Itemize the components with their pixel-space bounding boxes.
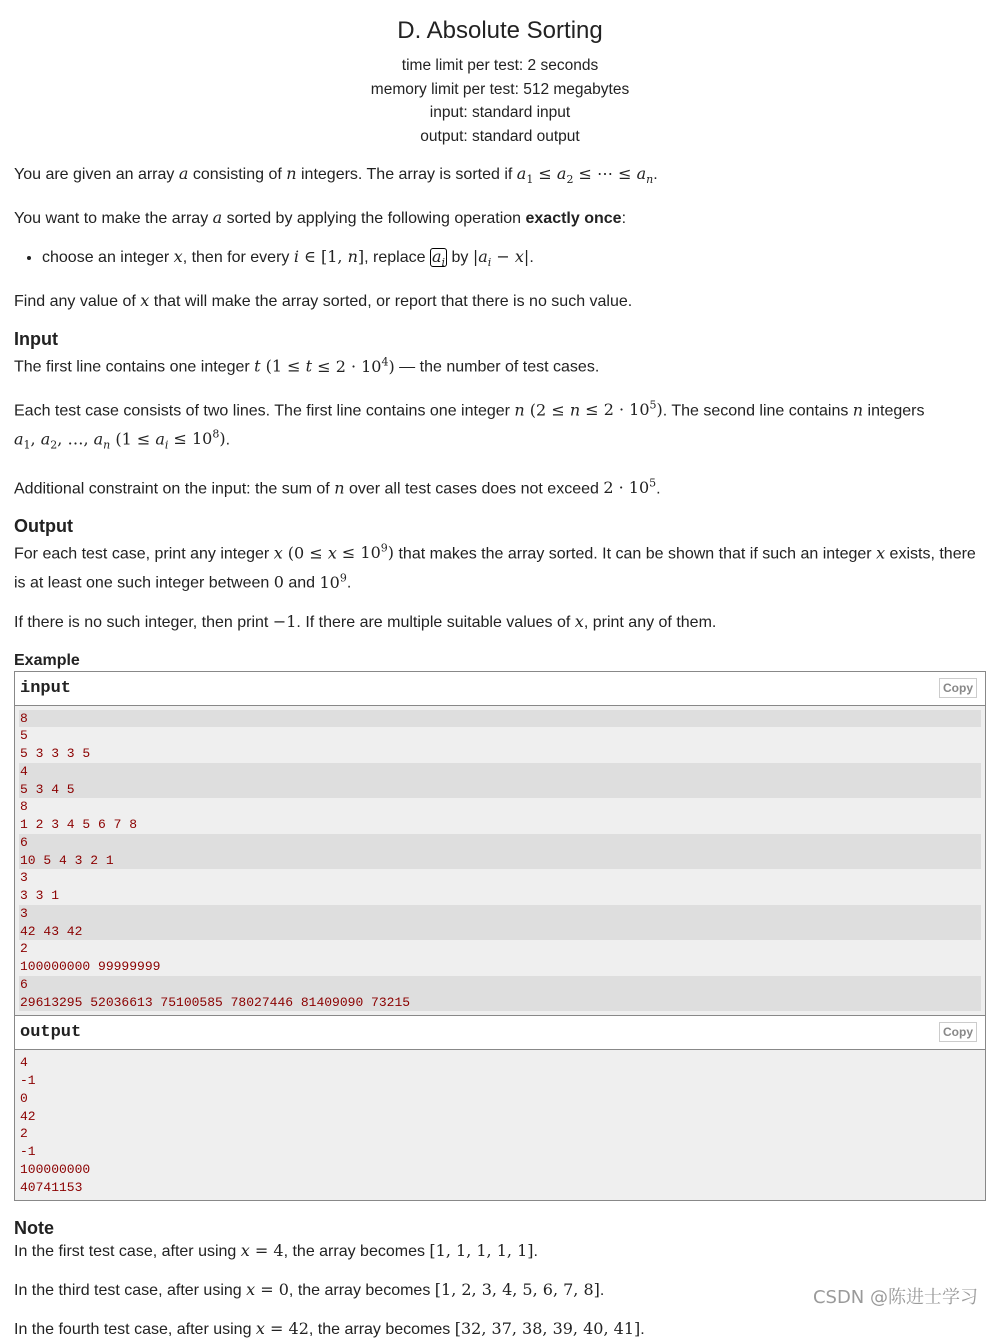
sample-input-line: 29613295 52036613 75100585 78027446 81409090 73215 [19, 994, 981, 1012]
sample-output-line: 0 [20, 1090, 28, 1106]
sample-output-line: 42 [20, 1108, 36, 1124]
output-paragraph-2: If there is no such integer, then print −1. If there are multiple suitable values of x, print any of them. [14, 611, 717, 631]
input-paragraph-1: The first line contains one integer t $(1 \le t \le 2 \cdot 10^4)$ — the number of test cases. [14, 355, 600, 376]
sample-output-label: output [20, 1023, 82, 1043]
sample-input-line: 6 [19, 834, 981, 852]
statement-paragraph-3: Find any value of x that will make the array sorted, or report that there is no such value. [14, 291, 633, 311]
note-heading: Note [14, 1218, 54, 1239]
sample-input-line: 5 3 3 3 5 [20, 746, 91, 762]
output-section [14, 515, 986, 635]
operation-item: • choose an integer x, then for every i ∈ [1, n], replace $a_i$ by $|a_i - x|$. [42, 245, 986, 275]
output-paragraph-1: For each test case, print any integer x $(0 \le x \le 10^9)$ that makes the array sorted. It can be shown that if such an integer x exists, there is at least one such integer between 0 and $10^9$. [14, 541, 976, 592]
output-spec: output: standard output [420, 127, 580, 145]
problem-title: D. Absolute Sorting [397, 17, 603, 44]
sample-input-line: 42 43 42 [19, 923, 981, 941]
memory-limit: memory limit per test: 512 megabytes [370, 80, 630, 98]
sample-input-line: 3 [20, 870, 28, 886]
note-paragraph-1: In the first test case, after using x = 4, the array becomes [1, 1, 1, 1, 1]. [14, 1241, 538, 1261]
operation-list [14, 245, 986, 275]
note-paragraph-2: In the third test case, after using x = 0, the array becomes [1, 2, 3, 4, 5, 6, 7, 8]. [14, 1280, 605, 1300]
highlight-box: $a_i$ [431, 247, 446, 270]
csdn-watermark: CSDN @陈进士学习 [812, 1287, 978, 1308]
input-paragraph-2: Each test case consists of two lines. The first line contains one integer n $(2 \le n \le 2 \cdot 10^5)$. The second line contains n integers $a_1$, $a_2$, …, $a_n$ $(1 \le a_i \le 10^8)$. [14, 398, 925, 452]
statement-paragraph-2: You want to make the array a sorted by applying the following operation exactly once: [14, 208, 627, 228]
sample-input-line: 100000000 99999999 [20, 959, 161, 975]
note-paragraph-3: In the fourth test case, after using x = 42, the array becomes [32, 37, 38, 39, 40, 41]. [14, 1319, 645, 1339]
problem-limits [14, 54, 986, 148]
note-section [14, 1217, 986, 1342]
sample-input-line: 5 [20, 728, 28, 744]
sample-output-line: 4 [20, 1055, 28, 1071]
example-title: Example [14, 651, 80, 669]
sample-output-line: -1 [20, 1073, 36, 1089]
copy-output-button[interactable]: Copy [939, 1022, 977, 1042]
copy-input-button[interactable]: Copy [939, 678, 977, 698]
sample-input-header [15, 672, 985, 706]
sample-input-line: 3 [19, 905, 981, 923]
sample-output-body[interactable] [15, 1050, 985, 1200]
sample-input-line: 2 [20, 941, 28, 957]
sample-input-line: 3 3 1 [20, 888, 60, 904]
sample-output-line: 40741153 [20, 1179, 83, 1195]
sample-input-label: input [20, 678, 72, 698]
sample-input [14, 671, 986, 1017]
output-heading: Output [14, 515, 73, 536]
sample-output [14, 1016, 986, 1201]
input-spec: input: standard input [429, 104, 571, 121]
problem-page [14, 0, 986, 1342]
statement-paragraph-1: You are given an array a consisting of n integers. The array is sorted if $a_1 \le a_2$ ≤ ⋯ ≤ $a_n$. [14, 164, 658, 187]
sample-input-line: 4 [19, 763, 981, 781]
sample-output-header [15, 1016, 985, 1050]
sample-output-line: 2 [20, 1126, 28, 1142]
sample-input-line: 8 [19, 710, 981, 728]
sample-input-line: 10 5 4 3 2 1 [19, 852, 981, 870]
sample-input-line: 6 [19, 976, 981, 994]
input-paragraph-3: Additional constraint on the input: the sum of n over all test cases does not exceed $2 \cdot 10^5$. [14, 476, 661, 497]
sample-input-line: 8 [20, 799, 28, 815]
sample-output-line: 100000000 [20, 1161, 91, 1177]
time-limit: time limit per test: 2 seconds [401, 57, 599, 74]
example-section [14, 651, 986, 1202]
input-heading: Input [14, 329, 58, 350]
sample-input-line: 5 3 4 5 [19, 781, 981, 799]
sample-input-body[interactable] [15, 706, 985, 1016]
problem-header [14, 16, 986, 148]
input-section [14, 328, 986, 501]
sample-output-line: -1 [20, 1144, 36, 1160]
sample-input-line: 1 2 3 4 5 6 7 8 [20, 817, 138, 833]
problem-statement [14, 162, 986, 314]
